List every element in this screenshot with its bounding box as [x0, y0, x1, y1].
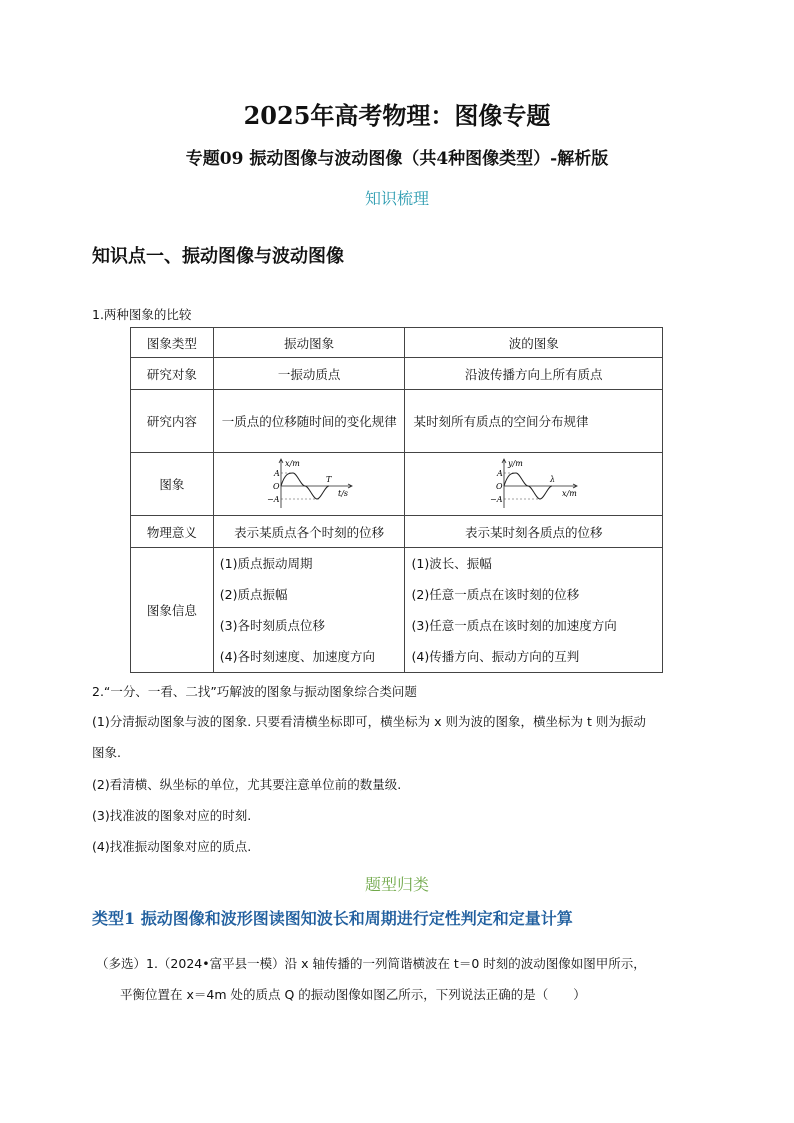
y-axis-label: x/m	[285, 459, 300, 468]
table-row	[131, 516, 663, 548]
table-cell: 表示某时刻各质点的位移	[405, 516, 663, 548]
table-cell: 图象类型	[131, 328, 214, 358]
table-cell: 振动图象	[213, 328, 405, 358]
question1-line: 平衡位置在 x＝4m 处的质点 Q 的振动图像如图乙所示，下列说法正确的是（ ）	[120, 987, 586, 1002]
amplitude-label: A	[274, 469, 280, 478]
negative-amplitude-label: −A	[489, 495, 503, 504]
table-cell: 图象信息	[131, 548, 214, 673]
item2-line: (2)看清横、纵坐标的单位，尤其要注意单位前的数量级.	[92, 777, 402, 792]
table-row	[131, 390, 663, 453]
amplitude-label: A	[496, 469, 503, 478]
type1-heading: 类型1 振动图像和波形图读图知波长和周期进行定性判定和定量计算	[92, 909, 573, 928]
origin-label: O	[273, 482, 280, 491]
table-cell: 研究对象	[131, 358, 214, 390]
vibration-graph	[259, 456, 359, 512]
table-cell: 表示某质点各个时刻的位移	[213, 516, 405, 548]
period-label: T	[326, 475, 332, 484]
table-row	[131, 548, 663, 673]
table-cell	[213, 453, 405, 516]
item2-line: 图象.	[92, 745, 121, 760]
list-item: (4)各时刻速度、加速度方向	[219, 649, 376, 664]
table-cell: 物理意义	[131, 516, 214, 548]
item2-line: (1)分清振动图象与波的图象. 只要看清横坐标即可，横坐标为 x 则为波的图象，横坐标为 t 则为振动	[92, 714, 646, 729]
list-item: (3)各时刻质点位移	[219, 618, 326, 633]
origin-label: O	[495, 482, 503, 491]
comparison-table	[130, 327, 663, 673]
document-subtitle: 专题09 振动图像与波动图像（共4种图像类型）-解析版	[185, 149, 609, 169]
list-item: (4)传播方向、振动方向的互判	[411, 649, 580, 664]
item2-line: (3)找准波的图象对应的时刻.	[92, 808, 252, 823]
table-cell: 某时刻所有质点的空间分布规律	[405, 390, 663, 453]
y-axis-label: y/m	[507, 459, 523, 468]
negative-amplitude-label: −A	[267, 495, 280, 504]
list-item: (1)波长、振幅	[411, 556, 492, 571]
list-item: (3)任意一质点在该时刻的加速度方向	[411, 618, 617, 633]
table-cell: 一振动质点	[213, 358, 405, 390]
section-heading-types: 题型归类	[364, 875, 429, 894]
item2-label: 2.“一分、一看、二找”巧解波的图象与振动图象综合类问题	[92, 684, 417, 699]
table-cell: 一质点的位移随时间的变化规律	[213, 390, 405, 453]
item2-line: (4)找准振动图象对应的质点.	[92, 839, 252, 854]
table-row	[131, 328, 663, 358]
table-cell	[213, 548, 405, 673]
wave-graph	[484, 456, 584, 512]
table-row	[131, 358, 663, 390]
list-item: (2)任意一质点在该时刻的位移	[411, 587, 580, 602]
table-row	[131, 453, 663, 516]
document-title: 2025年高考物理：图像专题	[243, 101, 551, 130]
x-axis-label: x/m	[561, 489, 577, 498]
table-cell: 研究内容	[131, 390, 214, 453]
table-cell	[405, 453, 663, 516]
x-axis-label: t/s	[338, 489, 349, 498]
table-cell	[405, 548, 663, 673]
section-heading-knowledge: 知识梳理	[364, 189, 429, 208]
item1-label: 1.两种图象的比较	[92, 307, 192, 322]
table-cell: 沿波传播方向上所有质点	[405, 358, 663, 390]
table-cell: 图象	[131, 453, 214, 516]
question1-line: （多选）1.（2024•富平县一模）沿 x 轴传播的一列简谐横波在 t＝0 时刻的波动图像如图甲所示，	[96, 956, 646, 971]
table-cell: 波的图象	[405, 328, 663, 358]
list-item: (1)质点振动周期	[219, 556, 313, 571]
knowledge-point-heading: 知识点一、振动图像与波动图像	[92, 246, 344, 267]
list-item: (2)质点振幅	[219, 587, 288, 602]
wavelength-label: λ	[549, 475, 555, 484]
